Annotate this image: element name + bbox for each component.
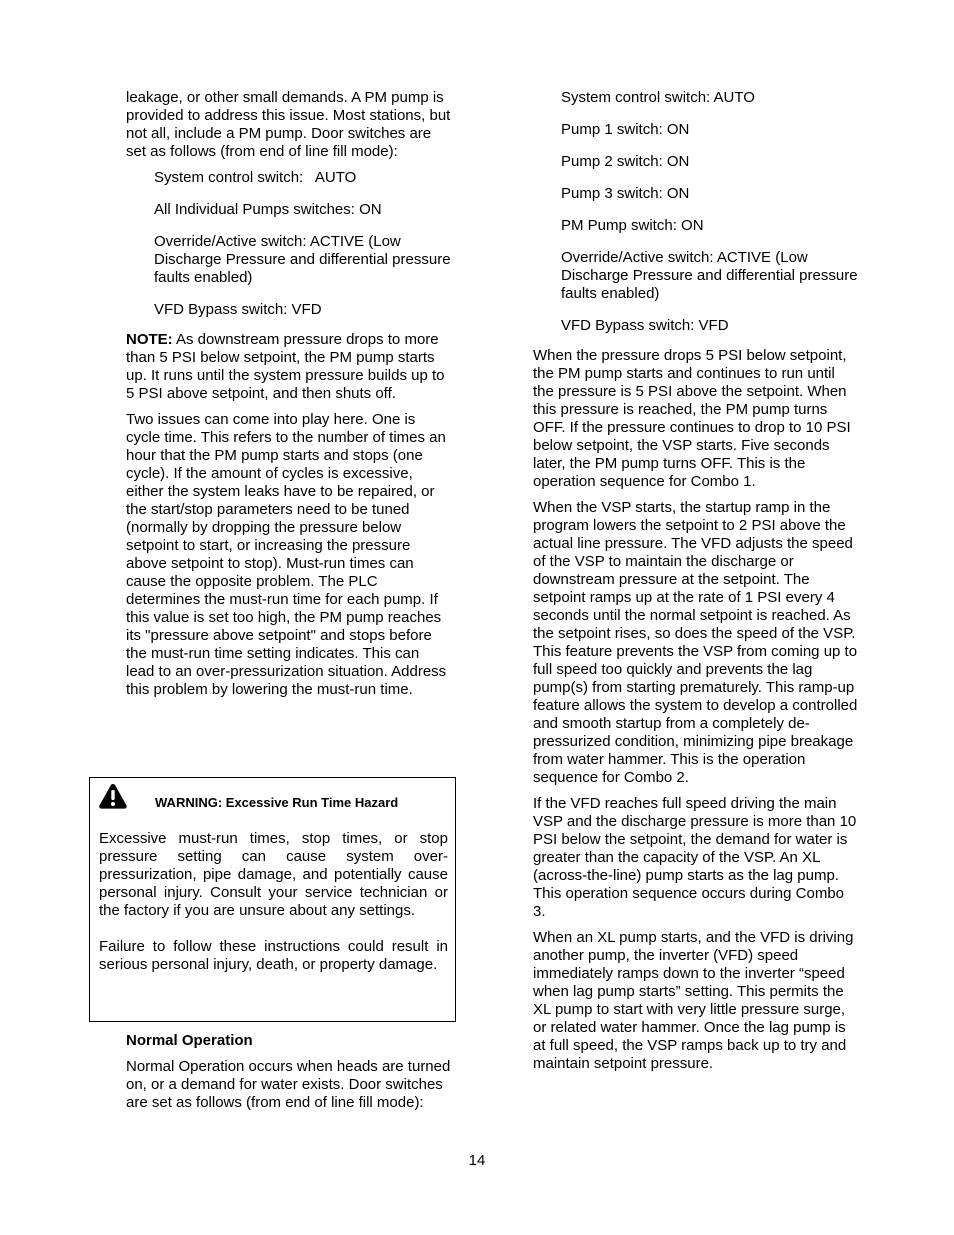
switch-individual-pumps: All Individual Pumps switches: ON xyxy=(154,201,382,218)
switch-pm-pump: PM Pump switch: ON xyxy=(561,217,704,234)
switch-pump-2: Pump 2 switch: ON xyxy=(561,153,690,170)
page-number: 14 xyxy=(468,1152,486,1169)
switch-system-control: System control switch: AUTO xyxy=(561,89,755,106)
warning-paragraph: Failure to follow these instructions could result in serious personal injury, death, or property damage. xyxy=(99,938,448,973)
normal-operation-paragraph: Normal Operation occurs when heads are turned on, or a demand for water exists. Door switches are set as follows (from end of line fill mode): xyxy=(126,1058,451,1111)
section-heading-normal-operation: Normal Operation xyxy=(126,1032,253,1049)
note-paragraph xyxy=(126,331,451,403)
switch-vfd-bypass: VFD Bypass switch: VFD xyxy=(561,317,729,334)
switch-override-active: Override/Active switch: ACTIVE (Low Discharge Pressure and differential pressure faults enabled) xyxy=(561,249,858,302)
warning-body xyxy=(99,830,448,974)
note-text: As downstream pressure drops to more than 5 PSI below setpoint, the PM pump starts up. It runs until the system pressure builds up to 5 PSI above setpoint, and then shuts off. xyxy=(126,331,445,402)
intro-paragraph: leakage, or other small demands. A PM pump is provided to address this issue. Most stations, but not all, include a PM pump. Door switches are set as follows (from end of line fill mode): xyxy=(126,89,451,160)
switch-override-active: Override/Active switch: ACTIVE (Low Discharge Pressure and differential pressure faults enabled) xyxy=(154,233,451,286)
xl-pump-paragraph: When an XL pump starts, and the VFD is driving another pump, the inverter (VFD) speed immediately ramps down to the inverter “speed when lag pump starts” setting. This permits the XL pump to start with very little pressure surge, or related water hammer. Once the lag pump is at full speed, the VSP ramps back up to try and maintain setpoint pressure. xyxy=(533,929,854,1072)
warning-title: WARNING: Excessive Run Time Hazard xyxy=(155,795,399,810)
left-column xyxy=(126,89,451,699)
combo-1-paragraph: When the pressure drops 5 PSI below setpoint, the PM pump starts and continues to run until the pressure is 5 PSI above the setpoint. When this pressure is reached, the PM pump turns OFF. If the pressure continues to drop to 10 PSI below setpoint, the VSP starts. Five seconds later, the PM pump turns OFF. This is the operation sequence for Combo 1. xyxy=(533,347,851,490)
warning-triangle-icon xyxy=(98,782,128,810)
switch-pump-3: Pump 3 switch: ON xyxy=(561,185,690,202)
note-label: NOTE: xyxy=(126,331,173,348)
warning-box xyxy=(89,777,456,1022)
switch-system-control: System control switch: AUTO xyxy=(154,169,357,186)
warning-header xyxy=(98,782,448,812)
switch-pump-1: Pump 1 switch: ON xyxy=(561,121,690,138)
switch-vfd-bypass: VFD Bypass switch: VFD xyxy=(154,301,322,318)
combo-2-paragraph: When the VSP starts, the startup ramp in the program lowers the setpoint to 2 PSI above the actual line pressure. The VFD adjusts the speed of the VSP to maintain the discharge or downstream pressure at the setpoint. The setpoint ramps up at the rate of 1 PSI every 4 seconds until the normal setpoint is reached. As the setpoint rises, so does the speed of the VSP. This feature prevents the VSP from coming up to full speed too quickly and prevents the lag pump(s) from starting prematurely. This ramp-up feature allows the system to develop a controlled and smooth startup from a completely de-pressurized condition, minimizing pipe breakage from water hammer. This is the operation sequence for Combo 2. xyxy=(533,499,858,786)
warning-paragraph: Excessive must-run times, stop times, or stop pressure setting can cause system over-pressurization, pipe damage, and potentially cause personal injury. Consult your service technician or the factory if you are unsure about any settings. xyxy=(99,830,448,919)
right-column xyxy=(533,89,858,1073)
combo-3-paragraph: If the VFD reaches full speed driving the main VSP and the discharge pressure is more than 10 PSI below the setpoint, the demand for water is greater than the capacity of the VSP. An XL (across-the-line) pump starts as the lag pump. This operation sequence occurs during Combo 3. xyxy=(533,795,857,920)
issues-paragraph: Two issues can come into play here. One is cycle time. This refers to the number of times an hour that the PM pump starts and stops (one cycle). If the amount of cycles is excessive, either the system leaks have to be repaired, or the start/stop parameters need to be tuned (normally by dropping the pressure below setpoint to start, or increasing the pressure above setpoint to stop). Must-run times can cause the opposite problem. The PLC determines the must-run time for each pump. If this value is set too high, the PM pump reaches its "pressure above setpoint" and stops before the must-run time setting indicates. This can lead to an over-pressurization situation. Address this problem by lowering the must-run time. xyxy=(126,411,447,698)
